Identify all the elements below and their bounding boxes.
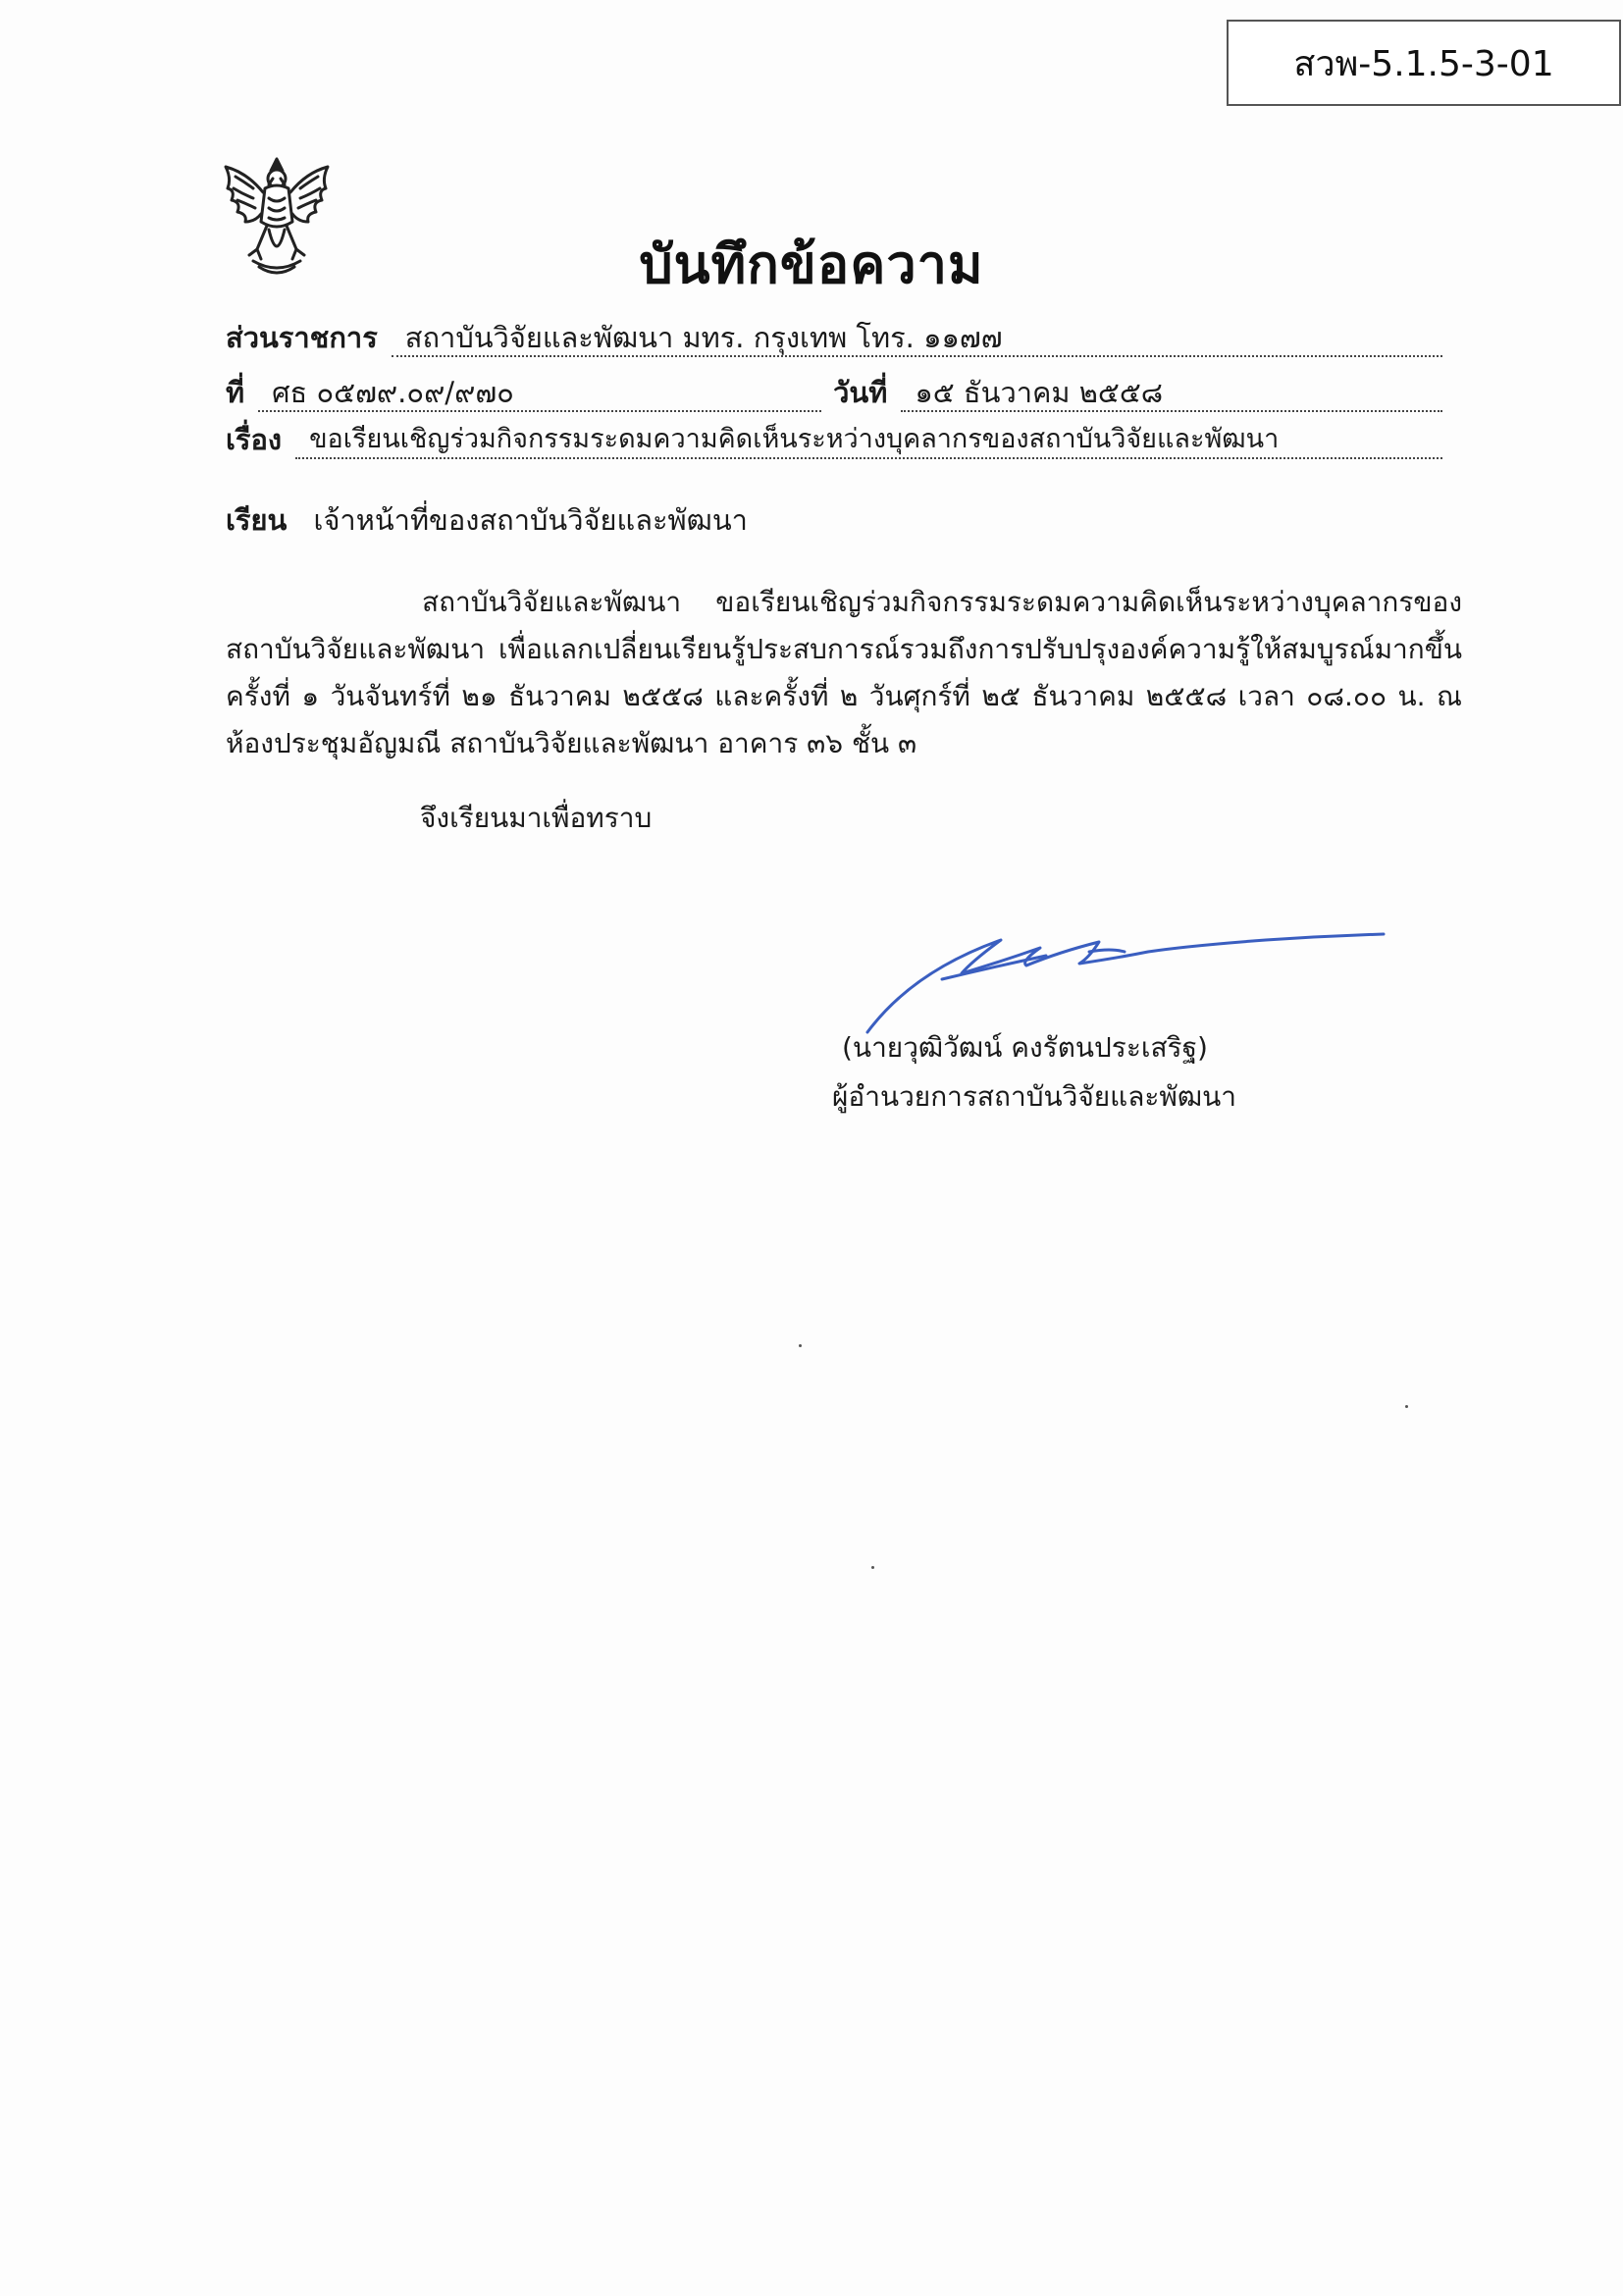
salutation-value: เจ้าหน้าที่ของสถาบันวิจัยและพัฒนา	[313, 503, 748, 537]
reference-label: ที่	[226, 376, 245, 409]
closing-line: จึงเรียนมาเพื่อทราบ	[420, 802, 653, 834]
date-label: วันที่	[833, 376, 888, 409]
reference-date-row	[226, 369, 1442, 412]
scan-speck	[799, 1344, 802, 1347]
salutation-row	[226, 498, 748, 542]
memo-body	[226, 579, 1462, 767]
signer-position: ผู้อำนวยการสถาบันวิจัยและพัฒนา	[832, 1080, 1237, 1113]
agency-row	[226, 314, 1442, 357]
signer-name: (นายวุฒิวัฒน์ คงรัตนประเสริฐ)	[842, 1031, 1208, 1064]
reference-value: ศธ ๐๕๗๙.๐๙/๙๗๐	[258, 375, 821, 412]
agency-label: ส่วนราชการ	[226, 321, 378, 354]
subject-label: เรื่อง	[226, 423, 283, 456]
agency-value: สถาบันวิจัยและพัฒนา มทร. กรุงเทพ โทร. ๑๑๗๗	[392, 320, 1442, 357]
document-code-box	[1227, 20, 1621, 106]
scan-speck	[871, 1566, 874, 1569]
date-value: ๑๕ ธันวาคม ๒๕๕๘	[901, 375, 1442, 412]
scan-speck	[1405, 1405, 1408, 1408]
subject-value: ขอเรียนเชิญร่วมกิจกรรมระดมความคิดเห็นระหว่างบุคลากรของสถาบันวิจัยและพัฒนา	[295, 422, 1442, 459]
body-paragraph: สถาบันวิจัยและพัฒนา ขอเรียนเชิญร่วมกิจกรรมระดมความคิดเห็นระหว่างบุคลากรของ สถาบันวิจัยและพัฒนา เพื่อแลกเปลี่ยนเรียนรู้ประสบการณ์รวมถึงการปรับปรุงองค์ความรู้ให้สมบูรณ์มากขึ้น ครั้งที่ ๑ วันจันทร์ที่ ๒๑ ธันวาคม ๒๕๕๘ และครั้งที่ ๒ วันศุกร์ที่ ๒๕ ธันวาคม ๒๕๕๘ เวลา ๐๘.๐๐ น. ณ ห้องประชุมอัญมณี สถาบันวิจัยและพัฒนา อาคาร ๓๖ ชั้น ๓	[226, 586, 1462, 759]
subject-row	[226, 416, 1442, 459]
handwritten-signature	[854, 922, 1403, 1040]
salutation-label: เรียน	[226, 503, 288, 537]
document-code: สวพ-5.1.5-3-01	[1293, 43, 1554, 84]
memo-title: บันทึกข้อความ	[639, 234, 984, 295]
